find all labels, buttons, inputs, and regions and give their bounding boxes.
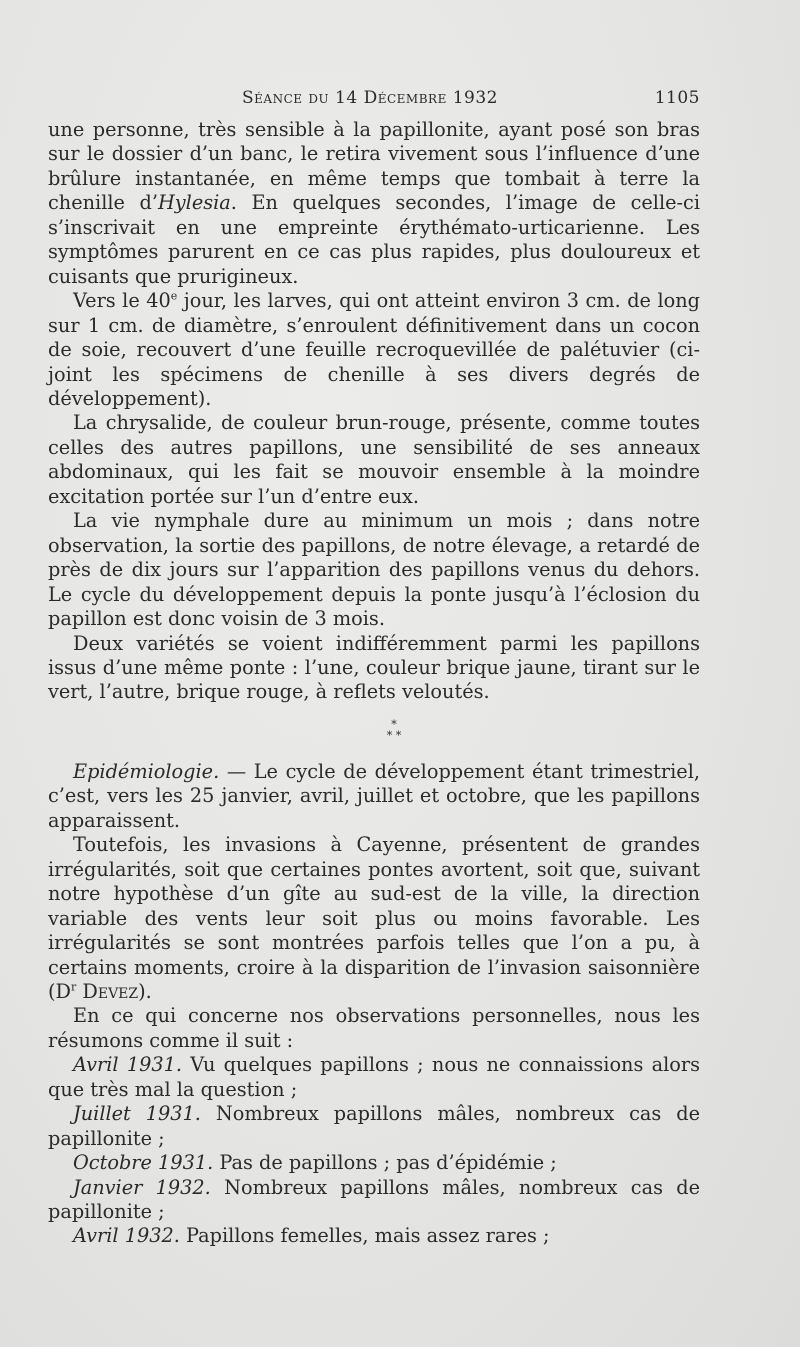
paragraph: Toutefois, les invasions à Cayenne, présentent de grandes irrégularités, soit que certaines pontes avortent, soit que, suivant notre hypothèse d’un gîte au sud-est de la ville, la direction variable des vents leur soit plus ou moins favorable. Les irrégularités se sont montrées parfois telles que l’on a pu, à certains moments, croire à la disparition de l’invasion saisonnière ($D^r$ Devez).	[48, 833, 700, 1003]
list-item: Juillet 1931. Nombreux papillons mâles, nombreux cas de papillonite ;	[48, 1102, 700, 1150]
page-number: 1105	[654, 88, 700, 108]
paragraph: En ce qui concerne nos observations personnelles, nous les résumons comme il suit :	[48, 1004, 700, 1052]
list-item: Avril 1931. Vu quelques papillons ; nous ne connaissions alors que très mal la question ;	[48, 1053, 700, 1101]
section-heading: Epidémiologie.	[73, 759, 220, 783]
header-title: Séance du 14 Décembre 1932	[242, 88, 498, 108]
paragraph: Epidémiologie. — Le cycle de développement étant trimestriel, c’est, vers les 25 janvier, avril, juillet et octobre, que les papillons apparaissent.	[48, 759, 700, 832]
page	[48, 88, 700, 1249]
paragraph: La chrysalide, de couleur brun-rouge, présente, comme toutes celles des autres papillons, une sensibilité de ses anneaux abdominaux, qui les fait se mouvoir ensemble à la moindre excitation portée sur l’un d’entre eux.	[48, 411, 700, 508]
paragraph: Vers le 40e jour, les larves, qui ont atteint environ 3 cm. de long sur 1 cm. de diamètre, s’enroulent définitivement dans un cocon de soie, recouvert d’une feuille recroquevillée de palétuvier (ci-joint les spécimens de chenille à ses divers degrés de développement).	[48, 289, 700, 410]
paragraph: une personne, très sensible à la papillonite, ayant posé son bras sur le dossier d’un banc, le retira vivement sous l’influence d’une brûlure instantanée, en même temps que tombait à terre la chenille d’Hylesia. En quelques secondes, l’image de celle-ci s’inscrivait en une empreinte érythémato-urticarienne. Les symptômes parurent en ce cas plus rapides, plus douloureux et cuisants que prurigineux.	[48, 118, 701, 288]
asterism: * * *	[386, 717, 402, 742]
list-item: Octobre 1931. Pas de papillons ; pas d’épidémie ;	[73, 1151, 557, 1175]
species-name: Hylesia	[157, 191, 231, 215]
paragraph: La vie nymphale dure au minimum un mois ; dans notre observation, la sortie des papillons, de notre élevage, a retardé de près de dix jours sur l’apparition des papillons venus du dehors. Le cycle du développement depuis la ponte jusqu’à l’éclosion du papillon est donc voisin de 3 mois.	[48, 509, 700, 631]
list-item: Janvier 1932. Nombreux papillons mâles, nombreux cas de papillonite ;	[48, 1175, 700, 1224]
body-text	[48, 118, 700, 1249]
list-item: Avril 1932. Papillons femelles, mais assez rares ;	[73, 1224, 550, 1248]
paragraph: Deux variétés se voient indifféremment parmi les papillons issus d’une même ponte : l’une, couleur brique jaune, tirant sur le vert, l’autre, brique rouge, à reflets veloutés.	[48, 631, 700, 704]
running-header	[48, 88, 700, 118]
